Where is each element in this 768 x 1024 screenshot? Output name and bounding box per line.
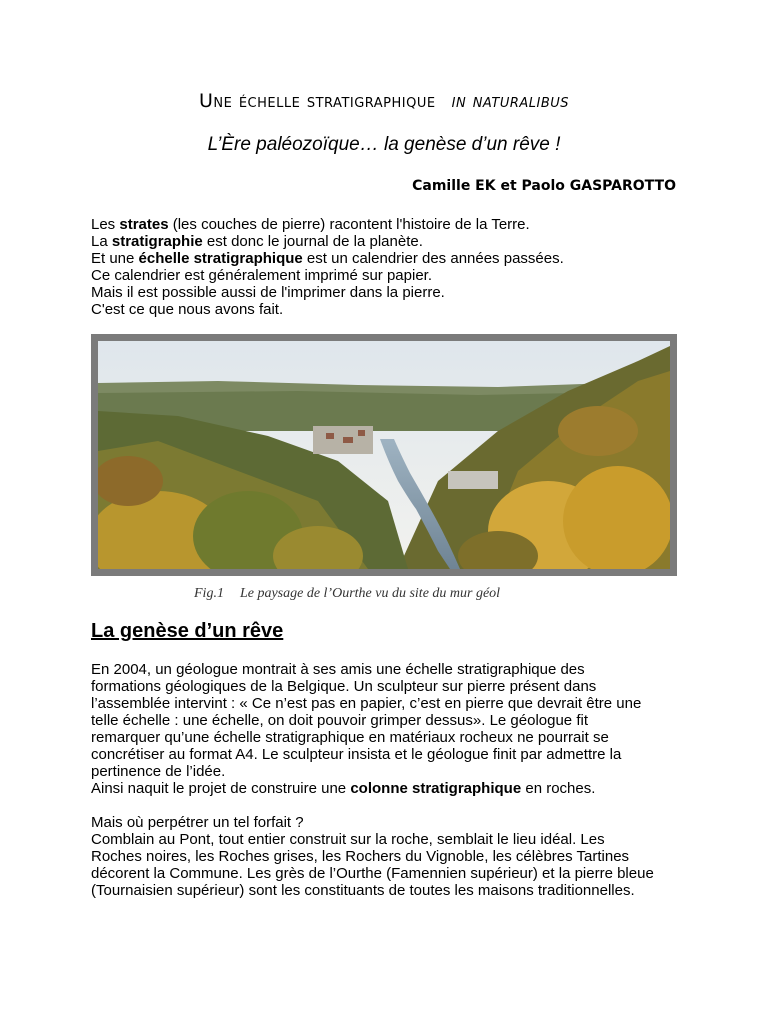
- body-line: Comblain au Pont, tout entier construit sur la roche, semblait le lieu idéal. Les: [91, 831, 605, 848]
- intro-line: C'est ce que nous avons fait.: [91, 301, 284, 318]
- body-line: Mais où perpétrer un tel forfait ?: [91, 814, 304, 831]
- figure-caption-text: Le paysage de l’Ourthe vu du site du mur géol: [239, 586, 501, 601]
- valley-landscape-image: [98, 341, 670, 569]
- body-line: l’assemblée intervint : « Ce n’est pas en papier, c’est en pierre que devrait être une: [91, 695, 642, 712]
- term-strates: strates: [119, 216, 169, 233]
- body-line: décorent la Commune. Les grès de l’Ourthe (Famennien supérieur) et la pierre bleue: [91, 865, 654, 882]
- intro-line: Ce calendrier est généralement imprimé sur papier.: [91, 267, 432, 284]
- intro-paragraph: [91, 216, 691, 318]
- body-line: Roches noires, les Roches grises, les Rochers du Vignoble, les célèbres Tartines: [91, 848, 630, 865]
- body-line: Ainsi naquit le projet de construire une colonne stratigraphique en roches.: [91, 780, 596, 797]
- intro-line: Les strates (les couches de pierre) racontent l'histoire de la Terre.: [91, 216, 530, 233]
- landscape-photo: [98, 341, 670, 569]
- body-line: formations géologiques de la Belgique. Un sculpteur sur pierre présent dans: [91, 678, 597, 695]
- section-body: [91, 661, 691, 899]
- document-subtitle: L’Ère paléozoïque… la genèse d’un rêve !: [207, 134, 561, 155]
- term-stratigraphie: stratigraphie: [111, 233, 203, 250]
- term-echelle: échelle stratigraphique: [138, 250, 303, 267]
- figure-frame: [91, 334, 677, 576]
- term-colonne-stratigraphique: colonne stratigraphique: [350, 780, 522, 797]
- authors: Camille EK et Paolo GASPAROTTO: [412, 178, 676, 194]
- document-title: [0, 90, 768, 112]
- figure-number: Fig.1: [194, 586, 224, 601]
- body-line: telle échelle : une échelle, on doit pouvoir grimper dessus». Le géologue fit: [91, 712, 588, 729]
- section-heading: La genèse d’un rêve: [91, 620, 284, 642]
- body-line: pertinence de l’idée.: [91, 763, 226, 780]
- body-line: En 2004, un géologue montrait à ses amis une échelle stratigraphique des: [91, 661, 585, 678]
- title-main: Une échelle stratigraphique: [198, 90, 436, 112]
- body-line: remarquer qu’une échelle stratigraphique en matériaux rocheux ne pourrait se: [91, 729, 609, 746]
- paragraph-gap: [91, 797, 691, 814]
- figure-caption: [194, 586, 500, 602]
- intro-line: La stratigraphie est donc le journal de la planète.: [91, 233, 423, 250]
- title-italic: in naturalibus: [451, 90, 570, 112]
- body-line: concrétiser au format A4. Le sculpteur insista et le géologue finit par admettre la: [91, 746, 622, 763]
- intro-line: Et une échelle stratigraphique est un calendrier des années passées.: [91, 250, 564, 267]
- body-line: (Tournaisien supérieur) sont les constituants de toutes les maisons traditionnelles.: [91, 882, 635, 899]
- intro-line: Mais il est possible aussi de l'imprimer dans la pierre.: [91, 284, 445, 301]
